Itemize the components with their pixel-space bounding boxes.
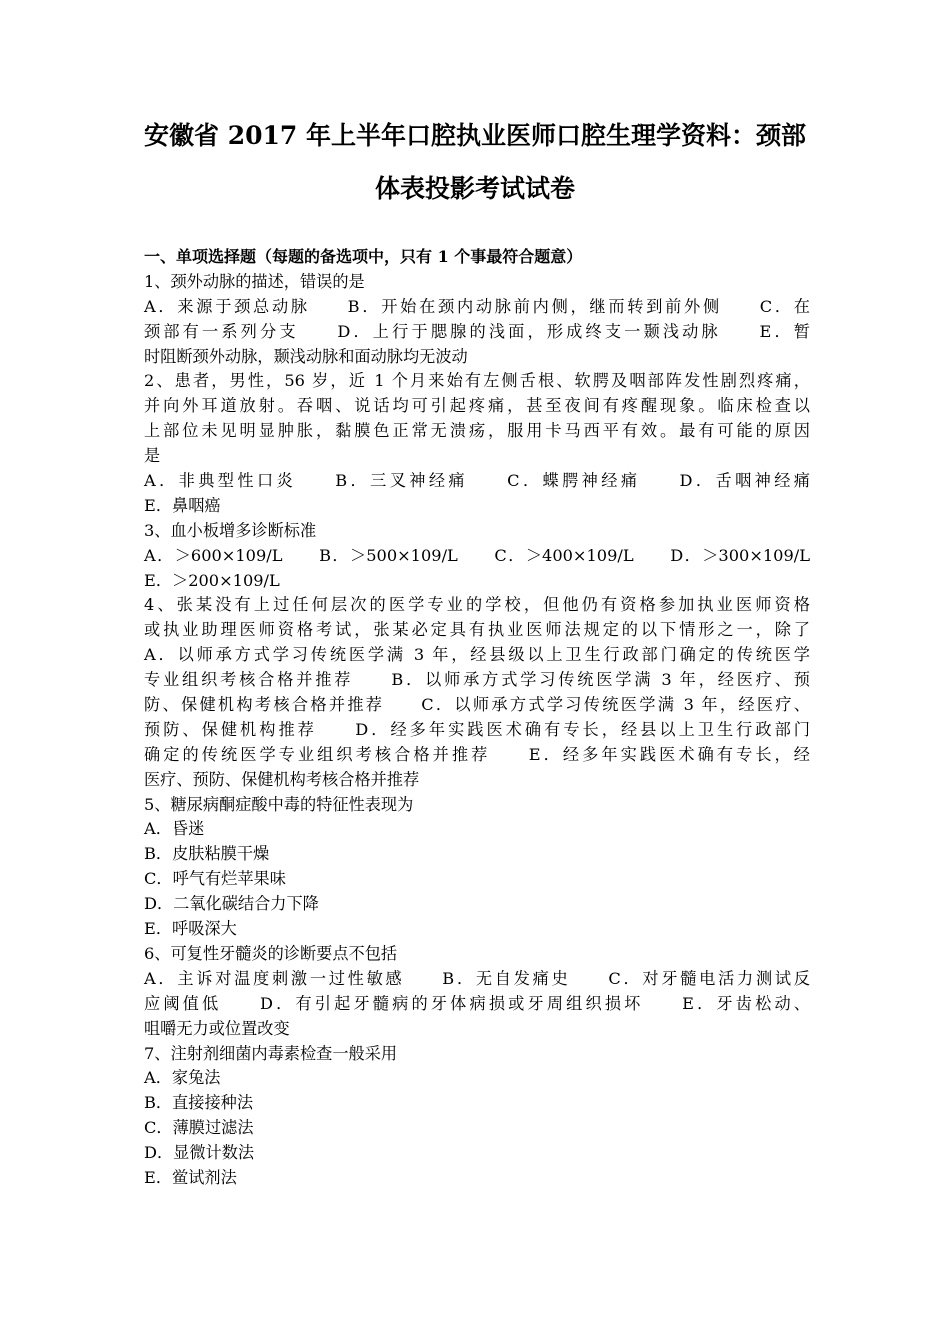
text-line: 预防、保健机构推荐 D．经多年实践医术确有专长，经县以上卫生行政部门 <box>144 719 810 739</box>
question-lines <box>144 270 810 1191</box>
document-title-line-2: 体表投影考试试卷 <box>374 174 575 203</box>
text-line: A．昏迷 <box>144 819 205 839</box>
text-line: 颈部有一系列分支 D．上行于腮腺的浅面，形成终支一颞浅动脉 E．暂 <box>144 321 810 341</box>
text-line: B．皮肤粘膜干燥 <box>144 844 270 864</box>
text-line: 医疗、预防、保健机构考核合格并推荐 <box>144 769 420 789</box>
text-line: 上部位未见明显肿胀，黏膜色正常无溃疡，服用卡马西平有效。最有可能的原因 <box>144 421 810 441</box>
text-line: 应阈值低 D．有引起牙髓病的牙体病损或牙周组织损坏 E．牙齿松动、 <box>144 993 810 1013</box>
text-line: 7、注射剂细菌内毒素检查一般采用 <box>144 1043 398 1063</box>
text-line: 防、保健机构考核合格并推荐 C．以师承方式学习传统医学满 3 年，经医疗、 <box>144 695 810 715</box>
text-line: 3、血小板增多诊断标准 <box>144 520 317 540</box>
text-line: 咀嚼无力或位置改变 <box>144 1018 290 1038</box>
document-title-line-1: 安徽省 2017 年上半年口腔执业医师口腔生理学资料：颈部 <box>144 121 806 150</box>
section-heading: 一、单项选择题（每题的备选项中，只有 1 个事最符合题意） <box>144 247 583 266</box>
text-line: E．呼吸深大 <box>144 919 237 939</box>
text-line: D．显微计数法 <box>144 1143 255 1163</box>
text-line: A．家兔法 <box>144 1068 221 1088</box>
text-line: 或执业助理医师资格考试，张某必定具有执业医师法规定的以下情形之一，除了 <box>144 620 810 640</box>
text-line: A．＞600×109/L B．＞500×109/L C．＞400×109/L D．＞300×109/L <box>144 545 810 565</box>
text-line: A．来源于颈总动脉 B．开始在颈内动脉前内侧，继而转到前外侧 C．在 <box>144 296 810 316</box>
text-line: E．＞200×109/L <box>144 570 280 590</box>
text-line: C．呼气有烂苹果味 <box>144 869 286 889</box>
text-line: 专业组织考核合格并推荐 B．以师承方式学习传统医学满 3 年，经医疗、预 <box>144 670 810 690</box>
text-line: A．主诉对温度刺激一过性敏感 B．无自发痛史 C．对牙髓电活力测试反 <box>144 968 810 988</box>
text-line: 并向外耳道放射。吞咽、说话均可引起疼痛，甚至夜间有疼醒现象。临床检查以 <box>144 396 810 416</box>
text-line: 5、糖尿病酮症酸中毒的特征性表现为 <box>144 794 414 814</box>
text-line: 2、患者，男性，56 岁，近 1 个月来始有左侧舌根、软腭及咽部阵发性剧烈疼痛， <box>144 371 810 391</box>
text-line: 确定的传统医学专业组织考核合格并推荐 E．经多年实践医术确有专长，经 <box>144 744 810 764</box>
text-line: 4、张某没有上过任何层次的医学专业的学校，但他仍有资格参加执业医师资格 <box>144 595 810 615</box>
text-line: A．以师承方式学习传统医学满 3 年，经县级以上卫生行政部门确定的传统医学 <box>144 645 810 665</box>
text-line: E．鼻咽癌 <box>144 495 221 515</box>
text-line: 时阻断颈外动脉，颞浅动脉和面动脉均无波动 <box>144 346 468 366</box>
document-body <box>144 245 810 1191</box>
text-line: B．直接接种法 <box>144 1093 254 1113</box>
text-line: 是 <box>144 446 161 466</box>
text-line: D．二氧化碳结合力下降 <box>144 894 319 914</box>
text-line: C．薄膜过滤法 <box>144 1118 254 1138</box>
text-line: E．鲎试剂法 <box>144 1167 237 1187</box>
text-line: 1、颈外动脉的描述，错误的是 <box>144 271 365 291</box>
text-line: 6、可复性牙髓炎的诊断要点不包括 <box>144 943 398 963</box>
text-line: A．非典型性口炎 B．三叉神经痛 C．蝶腭神经痛 D．舌咽神经痛 <box>144 471 810 491</box>
